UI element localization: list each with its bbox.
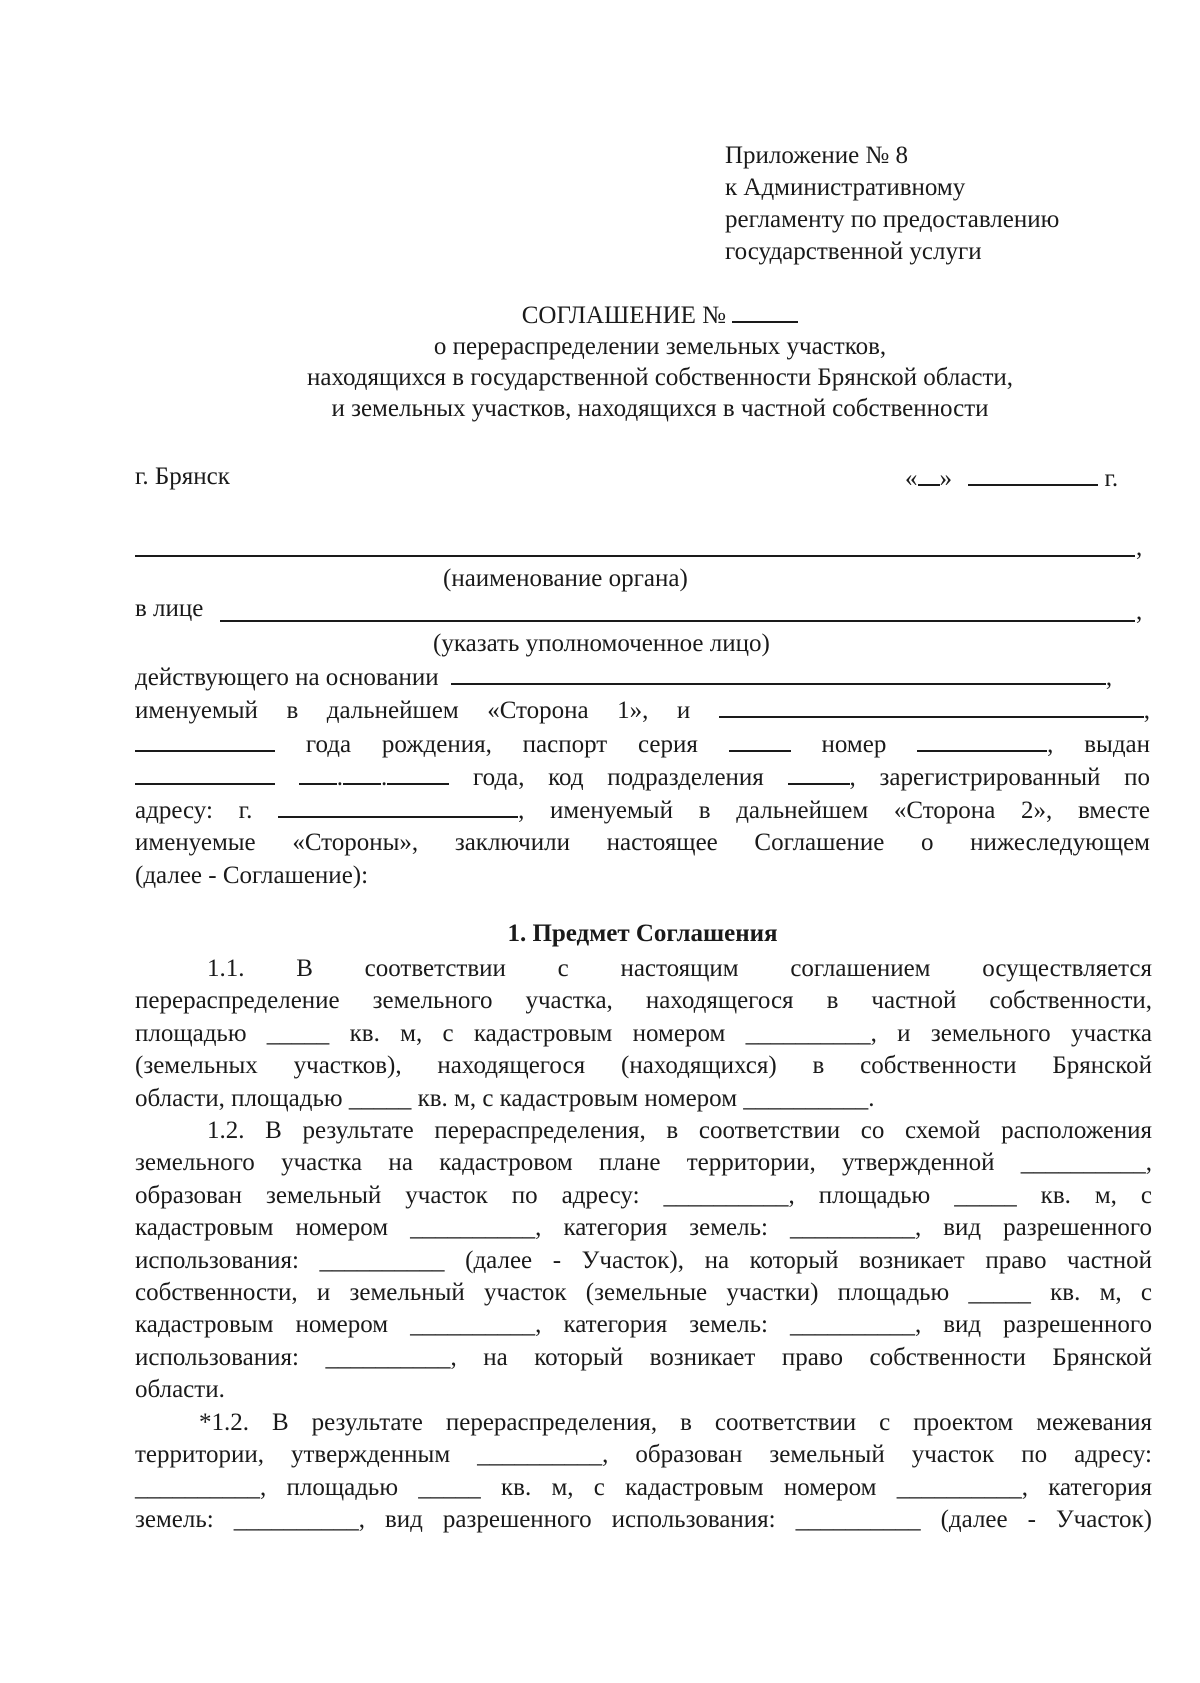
text-line: перераспределение земельного участка, находящегося в частной собственности,	[135, 987, 1152, 1015]
appendix-line: Приложение № 8	[725, 142, 909, 169]
date-quote: »	[939, 465, 952, 492]
person-blank	[220, 620, 1135, 622]
issued-line: . . года, код подразделения , зарегистрированный по	[135, 762, 1150, 793]
basis-blank	[451, 662, 1106, 685]
issue-month-blank	[343, 762, 381, 785]
place-label: г. Брянск	[135, 463, 230, 490]
text-line: образован земельный участок по адресу: __________, площадью _____ кв. м, с	[135, 1181, 1152, 1209]
word: года	[305, 731, 352, 758]
text-line: территории, утвержденным __________, образован земельный участок по адресу:	[135, 1441, 1152, 1469]
appendix-line: к Административному	[725, 174, 966, 201]
text-line: использования: __________, на который возникает право собственности Брянской	[135, 1343, 1152, 1371]
side2-name-blank	[719, 695, 1144, 718]
appendix-line: регламенту по предоставлению	[725, 206, 1060, 233]
organ-name-blank	[135, 555, 1135, 557]
word: именуемый	[135, 697, 258, 724]
paragraph-1-2	[135, 1115, 1152, 1407]
appendix-block	[725, 140, 1165, 268]
paragraph-1-1	[135, 953, 1152, 1115]
comma: ,	[1136, 598, 1143, 625]
text-line: 1.1. В соответствии с настоящим соглашением осуществляется	[207, 955, 1152, 982]
text-line: области.	[135, 1376, 225, 1404]
year-suffix: г.	[1104, 465, 1119, 492]
acting-basis-line: действующего на основании ,	[135, 664, 1113, 691]
text-line: площадью _____ кв. м, с кадастровым номером __________, и земельного участка	[135, 1019, 1152, 1047]
title-number-label: СОГЛАШЕНИЕ №	[521, 302, 727, 329]
side1-line: именуемый в дальнейшем «Сторона 1», и ,	[135, 697, 1150, 724]
parties-named-line: именуемые «Стороны», заключили настоящее Соглашение о нижеследующем	[135, 829, 1150, 856]
address-line	[135, 795, 1150, 826]
word: дальнейшем	[326, 697, 459, 724]
issue-day-blank	[299, 762, 337, 785]
issued-by-blank	[135, 762, 275, 785]
text-line: собственности, и земельный участок (земельные участки) площадью _____ кв. м, с	[135, 1279, 1152, 1307]
passport-number-blank	[917, 729, 1047, 752]
person-caption: (указать уполномоченное лицо)	[433, 630, 770, 657]
agreement-title	[210, 300, 1110, 424]
text-line: *1.2. В результате перераспределения, в соответствии с проектом межевания	[199, 1409, 1152, 1436]
text-line: кадастровым номером __________, категория земель: __________, вид разрешенного	[135, 1311, 1152, 1339]
month-blank	[968, 463, 1098, 486]
birth-date-blank	[135, 729, 275, 752]
paragraph-1-2-alt	[135, 1407, 1152, 1537]
address-label: адресу: г.	[135, 797, 253, 824]
text-line: кадастровым номером __________, категория земель: __________, вид разрешенного	[135, 1214, 1152, 1242]
acting-label: действующего на основании	[135, 664, 439, 691]
organ-caption: (наименование органа)	[443, 565, 688, 592]
address-text: , именуемый в дальнейшем «Сторона 2», вместе	[518, 797, 1151, 824]
agreement-number-blank	[732, 300, 798, 323]
text-line: области, площадью _____ кв. м, с кадастровым номером __________.	[135, 1084, 875, 1112]
word: выдан	[1084, 731, 1151, 758]
word: рождения,	[381, 731, 492, 758]
passport-series-blank	[729, 729, 791, 752]
in-person-label: в лице	[135, 595, 204, 622]
title-line: и земельных участков, находящихся в частной собственности	[331, 395, 989, 422]
title-line: о перераспределении земельных участков,	[433, 333, 887, 360]
text-line: __________, площадью _____ кв. м, с кадастровым номером __________, категория	[135, 1473, 1152, 1501]
text-line: (земельных участков), находящегося (находящихся) в собственности Брянской	[135, 1052, 1152, 1080]
word: серия	[638, 731, 698, 758]
date-line	[905, 463, 1118, 493]
issued-text: , зарегистрированный по	[849, 764, 1151, 791]
word: в	[286, 697, 299, 724]
address-blank	[278, 795, 518, 818]
title-line	[210, 300, 1110, 331]
word: и	[676, 697, 691, 724]
date-quote: «	[905, 465, 918, 492]
appendix-line: государственной услуги	[725, 238, 982, 265]
division-code-blank	[788, 762, 850, 785]
day-blank	[918, 463, 940, 486]
issue-year-blank	[387, 762, 449, 785]
section-heading: 1. Предмет Соглашения	[507, 920, 778, 947]
title-line: находящихся в государственной собственности Брянской области,	[306, 364, 1014, 391]
text-line: земельного участка на кадастровом плане территории, утвержденной __________,	[135, 1149, 1152, 1177]
text-line: земель: __________, вид разрешенного использования: __________ (далее - Участок)	[135, 1506, 1152, 1534]
word: паспорт	[522, 731, 608, 758]
issued-text: года, код подразделения	[472, 764, 764, 791]
comma: ,	[1136, 534, 1143, 561]
parties-named-end: (далее - Соглашение):	[135, 862, 369, 889]
word: номер	[821, 731, 887, 758]
text-line: 1.2. В результате перераспределения, в соответствии со схемой расположения	[207, 1117, 1152, 1144]
text-line: использования: __________ (далее - Участок), на который возникает право частной	[135, 1246, 1152, 1274]
word: «Сторона 1»,	[487, 697, 649, 724]
birth-line: года рождения, паспорт серия номер , выдан	[135, 729, 1150, 760]
